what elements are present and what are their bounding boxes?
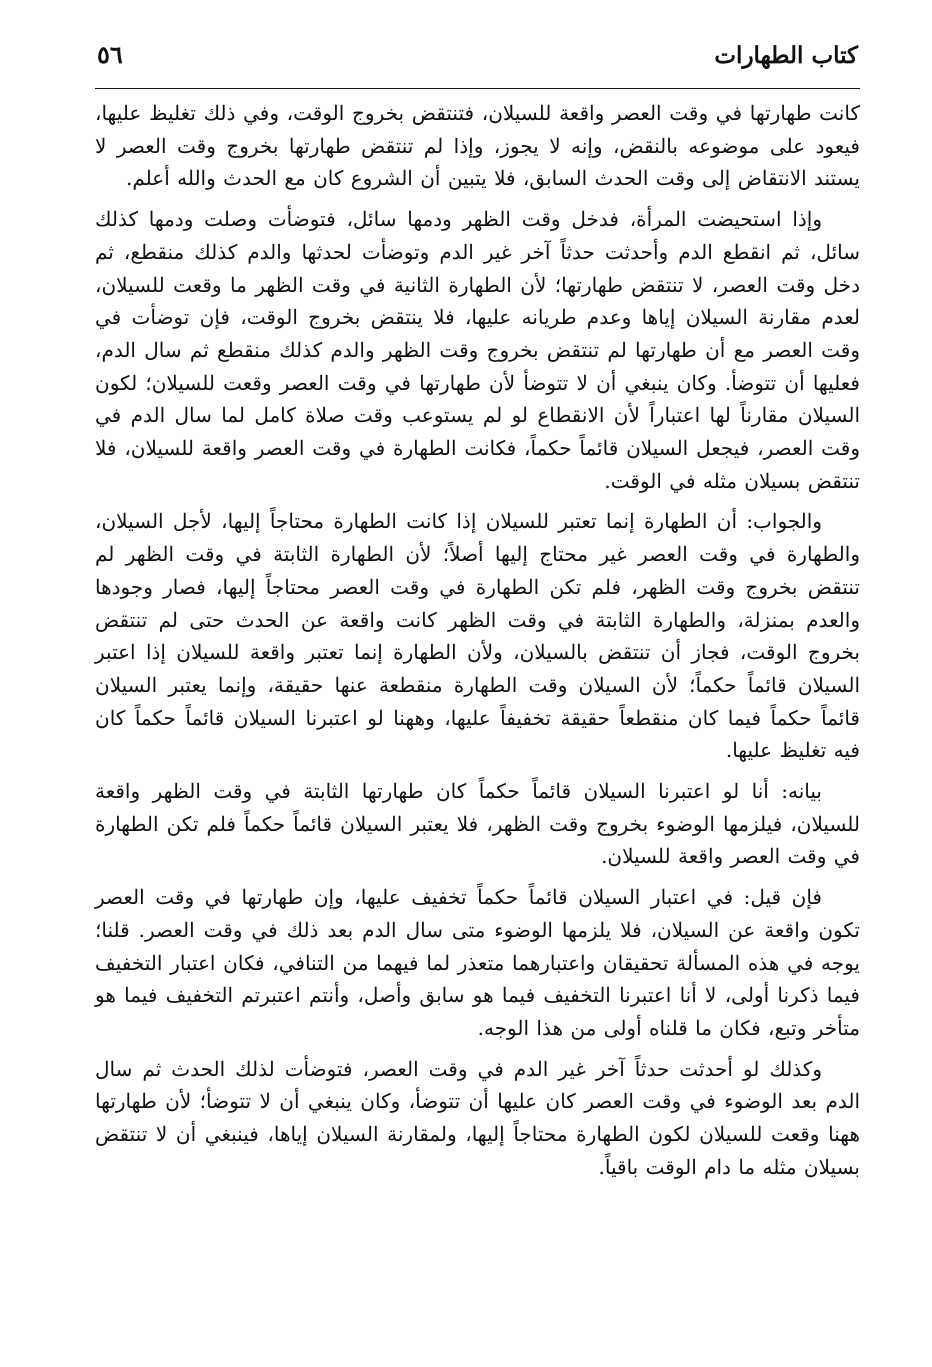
page-number: ٥٦	[97, 40, 123, 69]
page-header	[95, 40, 860, 82]
book-title: كتاب الطهارات	[714, 42, 858, 69]
header-rule	[95, 88, 860, 89]
paragraph: وكذلك لو أحدثت حدثاً آخر غير الدم في وقت العصر، فتوضأت لذلك الحدث ثم سال الدم بعد الوضوء في وقت العصر كان عليها أن تتوضأ، وكان ينبغي أن لا تتوضأ؛ لأن طهارتها ههنا وقعت للسيلان لكون الطهارة محتاجاً إليها، ولمقارنة السيلان إياها، فينبغي أن لا تنتقض بسيلان مثله ما دام الوقت باقياً.	[95, 1056, 860, 1179]
body-text	[95, 97, 860, 1184]
paragraph: بيانه: أنا لو اعتبرنا السيلان قائماً حكماً كان طهارتها الثابتة في وقت الظهر واقعة للسيلان، فيلزمها الوضوء بخروج وقت الظهر، فلا يعتبر السيلان قائماً حكماً فلم تكن الطهارة في وقت العصر واقعة للسيلان.	[95, 779, 860, 869]
paragraph: فإن قيل: في اعتبار السيلان قائماً حكماً تخفيف عليها، وإن طهارتها في وقت العصر تكون واقعة عن السيلان، فلا يلزمها الوضوء متى سال الدم بعد ذلك في وقت العصر. قلنا؛ يوجه في هذه المسألة تحقيقان واعتبارهما متعذر لما فيهما من التنافي، فكان اعتبار التخفيف فيما ذكرنا أولى، لا أنا اعتبرنا التخفيف فيما هو سابق وأصل، وأنتم اعتبرتم التخفيف فيما هو متأخر وتبع، فكان ما قلناه أولى من هذا الوجه.	[95, 885, 860, 1040]
paragraph: وإذا استحيضت المرأة، فدخل وقت الظهر ودمها سائل، فتوضأت وصلت ودمها كذلك سائل، ثم انقطع الدم وأحدثت حدثاً آخر غير الدم وتوضأت لحدثها والدم كذلك منقطع، ثم دخل وقت العصر، لا تنتقض طهارتها؛ لأن الطهارة الثانية في وقت الظهر ما وقعت للسيلان، لعدم مقارنة السيلان إياها وعدم طريانه عليها، فلا ينتقض بخروج الوقت، فإن توضأت في وقت العصر مع أن طهارتها لم تنتقض بخروج وقت الظهر والدم كذلك منقطع ثم سال الدم، فعليها أن تتوضأ. وكان ينبغي أن لا تتوضأ لأن طهارتها في وقت العصر وقعت للسيلان؛ لكون السيلان مقارناً لها اعتباراً لأن الانقطاع لو لم يستوعب وقت صلاة كامل لما سال الدم في وقت العصر، فيجعل السيلان قائماً حكماً، فكانت الطهارة في وقت العصر واقعة للسيلان، فلا تنتقض بسيلان مثله في الوقت.	[95, 207, 860, 493]
book-page	[95, 40, 860, 1192]
paragraph: والجواب: أن الطهارة إنما تعتبر للسيلان إذا كانت الطهارة محتاجاً إليها، لأجل السيلان، والطهارة في وقت العصر غير محتاج إليها أصلاً؛ لأن الطهارة الثابتة في وقت الظهر لم تنتقض بخروج وقت الظهر، فلم تكن الطهارة في وقت العصر محتاجاً إليها، فصار وجودها والعدم بمنزلة، والطهارة الثابتة في وقت الظهر كانت واقعة عن الحدث حتى لم تنتقض بخروج الوقت، فجاز أن تنتقض بالسيلان، ولأن الطهارة إنما تعتبر واقعة للسيلان إذا اعتبر السيلان قائماً حكماً؛ لأن السيلان وقت الطهارة منقطعة عنها حقيقة، وإنما يعتبر السيلان قائماً حكماً فيما كان منقطعاً حقيقة تخفيفاً عليها، وههنا لو اعتبرنا السيلان قائماً حكماً كان فيه تغليظ عليها.	[95, 509, 860, 763]
paragraph: كانت طهارتها في وقت العصر واقعة للسيلان، فتنتقض بخروج الوقت، وفي ذلك تغليظ عليها، فيعود على موضوعه بالنقض، وإنه لا يجوز، وإذا لم تنتقض طهارتها بخروج وقت العصر لا يستند الانتقاض إلى وقت الحدث السابق، فلا يتبين أن الشروع كان مع الحدث والله أعلم.	[95, 101, 860, 191]
